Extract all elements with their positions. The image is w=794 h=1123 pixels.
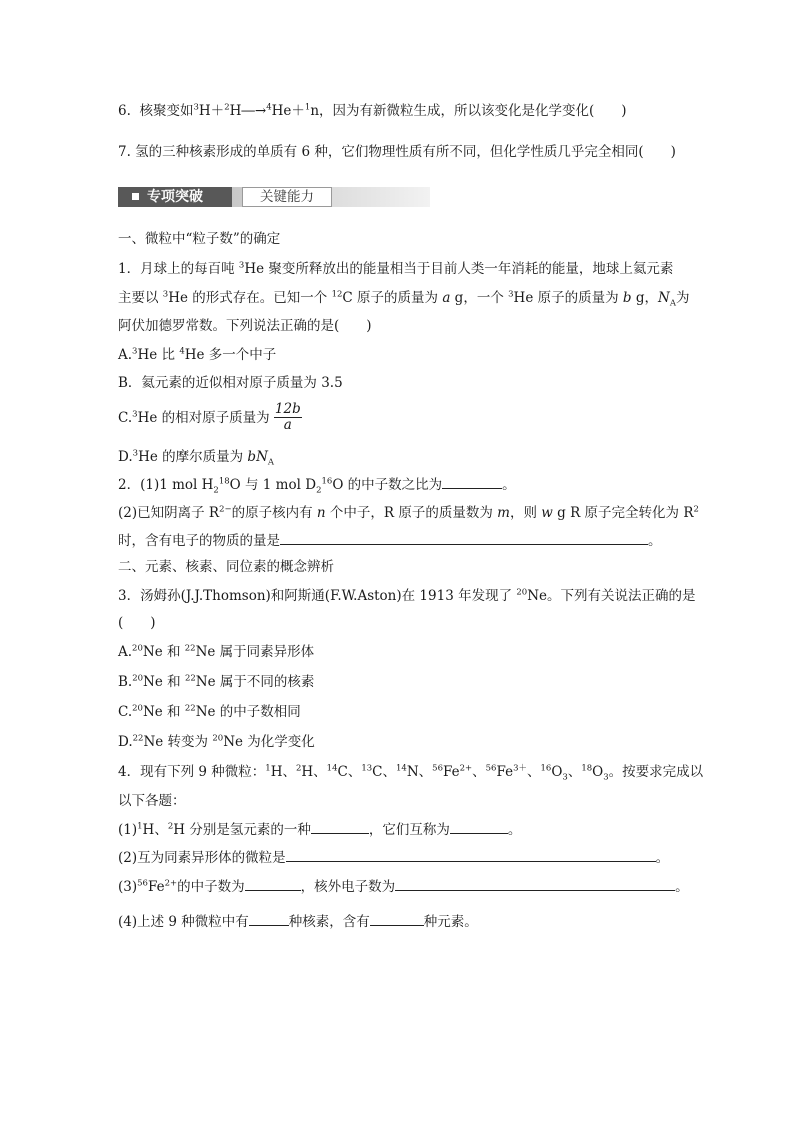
q2-line1: 2．(1)1 mol $H_2^{18}O$ 与 1 mol $D_2^{16}O$ 的中子数之比为 。 <box>118 476 516 496</box>
banner-title: 专项突破 <box>118 187 232 207</box>
answer-blank[interactable] <box>370 912 424 926</box>
q1-line1: 1．月球上的每百吨 $^3$He 聚变所释放出的能量相当于目前人类一年消耗的能量，地球上氦元素 <box>118 260 674 277</box>
answer-blank[interactable] <box>286 848 656 862</box>
q3-line2: ( ) <box>118 615 156 631</box>
q4-part2: (2)互为同素异形体的微粒是 。 <box>118 850 670 866</box>
section-heading-1: 一、微粒中“粒子数”的确定 <box>118 231 281 247</box>
q3-option-d: D.$^{22}$Ne 转变为 $^{20}$Ne 为化学变化 <box>118 733 315 750</box>
answer-blank[interactable] <box>245 877 301 891</box>
square-bullet-icon <box>132 193 139 200</box>
q3-line1: 3．汤姆孙(J.J.Thomson)和阿斯通(F.W.Aston)在 1913 年发现了 $^{20}$Ne。下列有关说法正确的是 <box>118 587 696 604</box>
answer-blank[interactable] <box>311 820 369 834</box>
q4-line2: 以下各题： <box>118 793 186 809</box>
q3-option-a: A.$^{20}$Ne 和 $^{22}$Ne 属于同素异形体 <box>118 643 315 660</box>
answer-blank[interactable] <box>442 475 502 489</box>
q4-part4: (4)上述 9 种微粒中有 种核素，含有 种元素。 <box>118 914 478 930</box>
q4-part1: $(1)^1H$、$^2$H 分别是氢元素的一种 ，它们互称为 。 <box>118 821 522 838</box>
fraction-12b-over-a: $\frac{12b}{a}$ <box>274 401 301 433</box>
answer-blank[interactable] <box>249 912 289 926</box>
banner-subtitle: 关键能力 <box>242 187 332 207</box>
q1-option-b: B．氦元素的近似相对原子质量为 3.5 <box>118 375 343 391</box>
q3-option-b: B.$^{20}$Ne 和 $^{22}$Ne 属于不同的核素 <box>118 673 315 690</box>
q4-part3: $(3)^{56}Fe^{2+}$的中子数为 ，核外电子数为 。 <box>118 878 689 895</box>
q1-option-c: C.$^3$He 的相对原子质量为 $\frac{12b}{a}$ <box>118 401 301 433</box>
answer-blank[interactable] <box>280 531 648 545</box>
q1-line3: 阿伏加德罗常数。下列说法正确的是( ) <box>118 318 372 334</box>
question-6: 6. 核聚变如$^3$H＋$^2$H―→$^4$He＋$^1$n，因为有新微粒生成，所以该变化是化学变化( ) <box>118 102 627 119</box>
q1-option-a: A.$^3$He 比 $^4$He 多一个中子 <box>118 346 277 363</box>
q1-option-d: D.$^3$He 的摩尔质量为 $bN_A$ <box>118 448 275 468</box>
section-banner <box>118 185 430 209</box>
q4-line1: 4．现有下列 9 种微粒：$^1$H、$^2$H、$^{14}$C、$^{13}$C、$^{14}$N、$^{56}Fe^{2+}$、$^{56}Fe^{3+}$、$^{16}O_3$、$^{18}O_3$。按要求完成以 <box>118 763 704 783</box>
q1-line2: 主要以 $^3$He 的形式存在。已知一个 $^{12}$C 原子的质量为 a g，一个 $^3$He 原子的质量为 b g，$N_A$为 <box>118 289 690 309</box>
q2-line3: 时，含有电子的物质的量是 。 <box>118 533 662 549</box>
question-7: 7. 氢的三种核素形成的单质有 6 种，它们物理性质有所不同，但化学性质几乎完全相同( ) <box>118 144 676 160</box>
q3-option-c: C.$^{20}$Ne 和 $^{22}$Ne 的中子数相同 <box>118 703 301 720</box>
section-heading-2: 二、元素、核素、同位素的概念辨析 <box>118 559 334 575</box>
answer-blank[interactable] <box>450 820 508 834</box>
q2-line2: (2)已知阴离子 $R^{2-}$的原子核内有 n 个中子，R 原子的质量数为 m，则 w g R 原子完全转化为 $R^2$ <box>118 504 699 521</box>
answer-blank[interactable] <box>395 877 675 891</box>
